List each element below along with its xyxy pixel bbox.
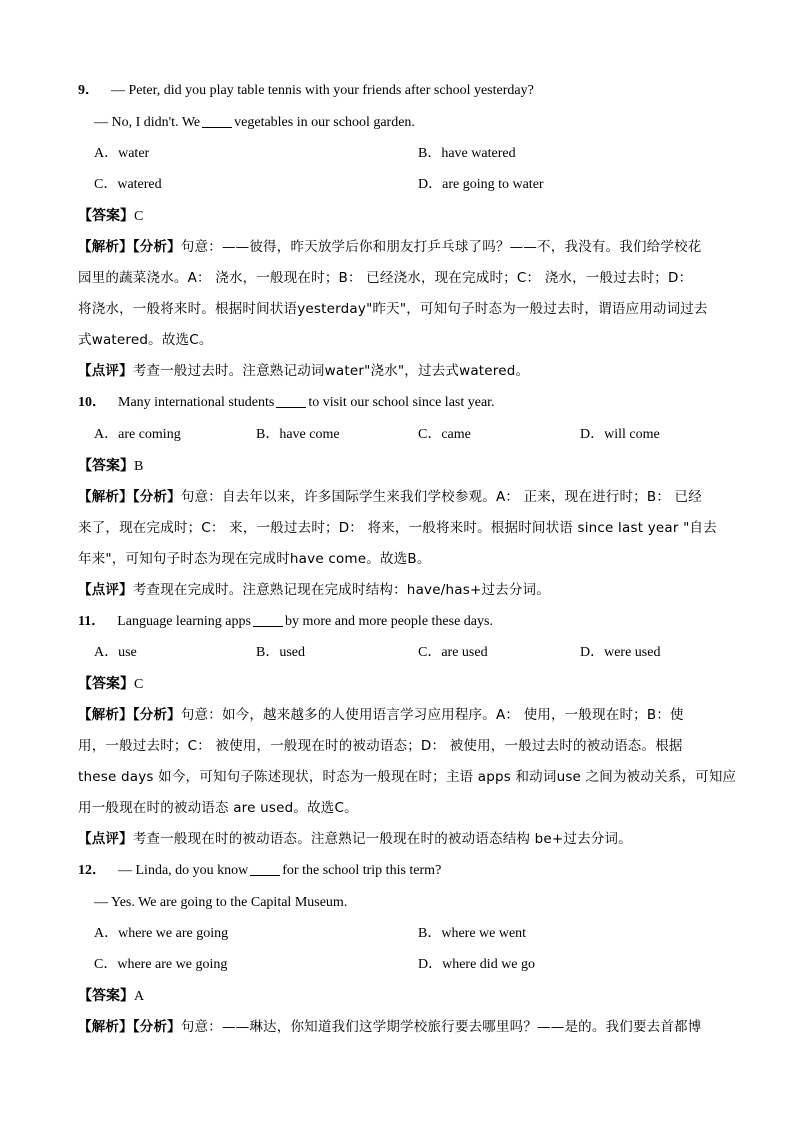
- answer-value: C: [134, 209, 144, 224]
- question-11-analysis-line1: [78, 705, 794, 725]
- question-11-comment: [78, 829, 794, 849]
- question-9-analysis-line3: 将浇水，一般将来时。根据时间状语yesterday"昨天"，可知句子时态为一般过去时，谓语应用动词过去: [78, 301, 708, 317]
- option-d: D．will come: [580, 427, 660, 442]
- option-a: A．where we are going: [94, 926, 229, 941]
- question-9-comment: [78, 361, 794, 381]
- answer-tag: 【答案】: [78, 458, 134, 474]
- option-b: B．where we went: [418, 926, 527, 941]
- option-c: C．are used: [418, 645, 488, 660]
- question-12-answer: [78, 986, 794, 1007]
- analysis-tag: 【解析】【分析】: [78, 239, 181, 255]
- analysis-text: 句意：如今，越来越多的人使用语言学习应用程序。A： 使用，一般现在时；B：使: [180, 707, 684, 723]
- option-b: B．used: [256, 645, 305, 660]
- question-text: for the school trip this term?: [282, 863, 442, 878]
- answer-tag: 【答案】: [78, 676, 134, 692]
- answer-blank: [250, 861, 280, 876]
- question-11-stem: [0, 612, 794, 632]
- question-11-analysis-line2: 用，一般过去时；C： 被使用，一般现在时的被动语态；D： 被使用，一般过去时的被动语态。根据: [78, 738, 683, 754]
- question-11-analysis-line3: these days 如今，可知句子陈述现状，时态为一般现在时；主语 apps 和动词use 之间为被动关系，可知应: [78, 769, 737, 785]
- question-text: Language learning apps: [117, 614, 251, 629]
- option-c: C．where are we going: [94, 957, 228, 972]
- answer-tag: 【答案】: [78, 208, 134, 224]
- comment-text: 考查一般现在时的被动语态。注意熟记一般现在时的被动语态结构 be+过去分词。: [132, 831, 632, 847]
- question-9-answer: [78, 206, 794, 227]
- question-10-comment: [78, 580, 794, 600]
- question-9-analysis-line4: 式watered。故选C。: [78, 332, 213, 348]
- comment-text: 考查现在完成时。注意熟记现在完成时结构：have/has+过去分词。: [132, 582, 550, 598]
- answer-value: A: [134, 989, 145, 1004]
- option-b: B．have watered: [418, 146, 516, 161]
- question-12-stem: [0, 861, 794, 881]
- answer-blank: [202, 113, 232, 128]
- question-text: to visit our school since last year.: [308, 395, 495, 410]
- question-10-stem: [0, 393, 794, 413]
- option-c: C．watered: [94, 177, 162, 192]
- question-9-line2: [0, 113, 794, 133]
- question-text: — Peter, did you play table tennis with your friends after school yesterday?: [111, 83, 534, 98]
- question-10-analysis-line1: [78, 487, 794, 507]
- option-d: D．are going to water: [418, 177, 544, 192]
- question-12-analysis-line1: [78, 1017, 794, 1037]
- option-b: B．have come: [256, 427, 340, 442]
- question-number: 9．: [78, 83, 99, 98]
- question-text: by more and more people these days.: [284, 614, 493, 629]
- answer-blank: [276, 393, 306, 408]
- option-a: A．are coming: [94, 427, 181, 442]
- question-12-line2: — Yes. We are going to the Capital Museum.: [94, 895, 348, 910]
- question-11-answer: [78, 674, 794, 695]
- question-10-answer: [78, 456, 794, 477]
- question-9-analysis-line1: [78, 237, 794, 257]
- question-text: — Linda, do you know: [118, 863, 249, 878]
- question-11-analysis-line4: 用一般现在时的被动语态 are used。故选C。: [78, 800, 358, 816]
- analysis-tag: 【解析】【分析】: [78, 707, 181, 723]
- answer-blank: [253, 612, 283, 627]
- comment-tag: 【点评】: [78, 582, 133, 598]
- comment-tag: 【点评】: [78, 363, 133, 379]
- answer-value: C: [134, 677, 144, 692]
- question-text: vegetables in our school garden.: [234, 115, 415, 130]
- option-d: D．were used: [580, 645, 661, 660]
- option-a: A．water: [94, 146, 150, 161]
- question-number: 12．: [78, 863, 106, 878]
- question-number: 10．: [78, 395, 106, 410]
- question-9-analysis-line2: 园里的蔬菜浇水。A： 浇水，一般现在时；B： 已经浇水，现在完成时；C： 浇水，一般过去时；D：: [78, 270, 693, 286]
- question-10-analysis-line3: 年来"，可知句子时态为现在完成时have come。故选B。: [78, 551, 431, 567]
- analysis-text: 句意：自去年以来，许多国际学生来我们学校参观。A： 正来，现在进行时；B： 已经: [180, 489, 702, 505]
- question-9-stem: [0, 81, 794, 101]
- option-c: C．came: [418, 427, 471, 442]
- question-number: 11．: [78, 614, 106, 629]
- analysis-text: 句意：——琳达，你知道我们这学期学校旅行要去哪里吗？——是的。我们要去首都博: [180, 1019, 702, 1035]
- question-10-analysis-line2: 来了，现在完成时；C： 来，一般过去时；D： 将来，一般将来时。根据时间状语 since last year "自去: [78, 520, 717, 536]
- question-text: Many international students: [118, 395, 275, 410]
- answer-tag: 【答案】: [78, 988, 134, 1004]
- option-d: D．where did we go: [418, 957, 536, 972]
- analysis-text: 句意：——彼得，昨天放学后你和朋友打乒乓球了吗？——不，我没有。我们给学校花: [180, 239, 702, 255]
- option-a: A．use: [94, 645, 137, 660]
- analysis-tag: 【解析】【分析】: [78, 489, 181, 505]
- comment-tag: 【点评】: [78, 831, 133, 847]
- comment-text: 考查一般过去时。注意熟记动词water"浇水"，过去式watered。: [132, 363, 530, 379]
- question-text: — No, I didn't. We: [94, 115, 201, 130]
- analysis-tag: 【解析】【分析】: [78, 1019, 181, 1035]
- answer-value: B: [134, 459, 144, 474]
